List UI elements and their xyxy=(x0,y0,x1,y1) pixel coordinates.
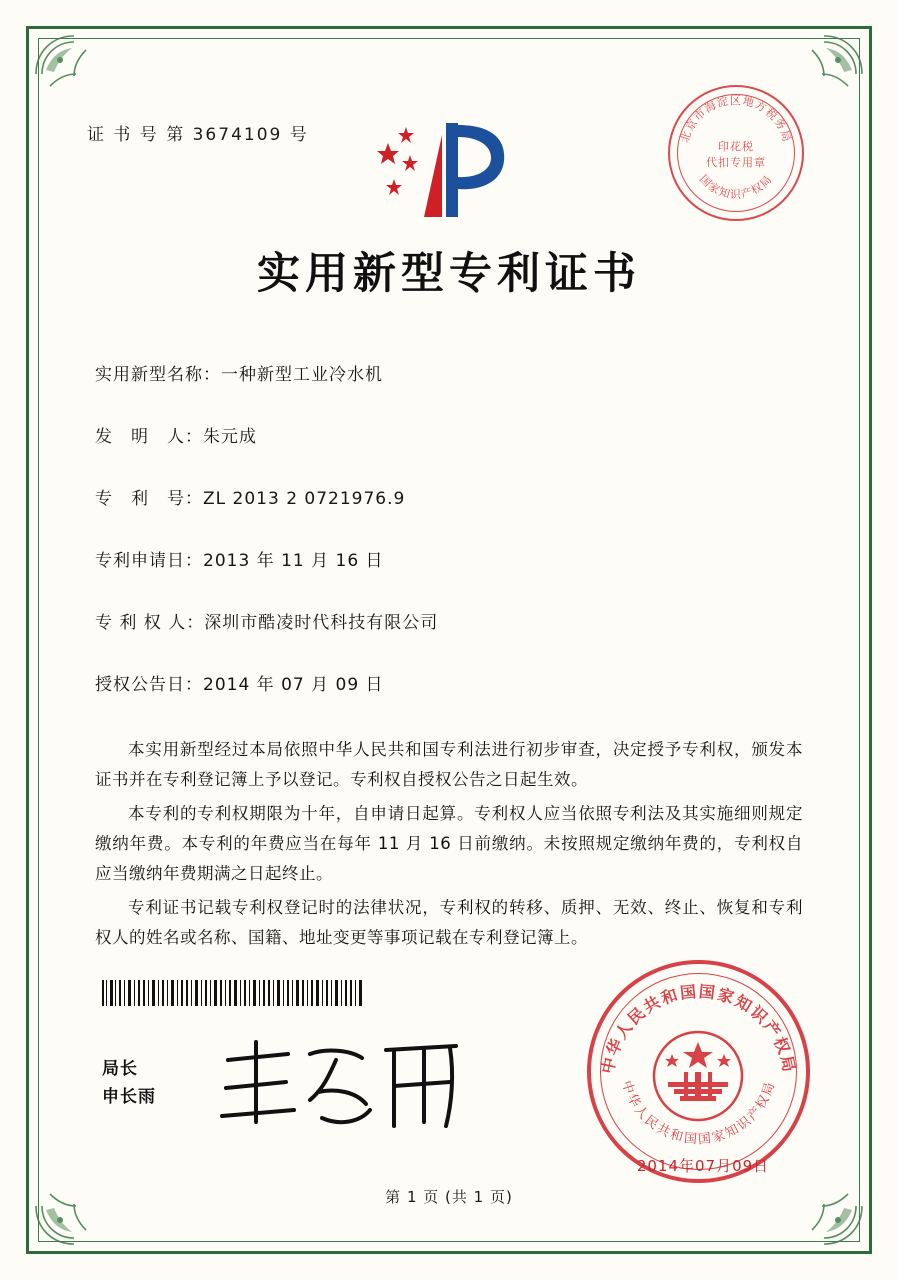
fields-list xyxy=(95,360,803,732)
field-label: 授权公告日： xyxy=(95,675,203,695)
tax-stamp-line1: 印花税 xyxy=(718,140,754,153)
field-value: ZL 2013 2 0721976.9 xyxy=(203,489,406,509)
svg-text:中华人民共和国国家知识产权局: 中华人民共和国国家知识产权局 xyxy=(597,981,800,1076)
tax-stamp-line2: 代扣专用章 xyxy=(706,156,766,169)
certificate-content xyxy=(60,55,838,1225)
tax-stamp-center xyxy=(670,139,802,171)
official-seal xyxy=(587,960,810,1183)
field-value: 2014 年 07 月 09 日 xyxy=(203,675,384,695)
paragraph: 本专利的专利权期限为十年，自申请日起算。专利权人应当依照专利法及其实施细则规定缴纳年费。本专利的年费应当在每年 11 月 16 日前缴纳。未按照规定缴纳年费的，专利权自应当缴纳年费期满之日起终止。 xyxy=(95,804,803,883)
cnipa-logo-icon xyxy=(354,105,544,225)
page-title: 实用新型专利证书 xyxy=(257,249,641,299)
signature-block xyxy=(102,1055,156,1111)
field-label: 专利申请日： xyxy=(95,551,203,571)
field-value: 2013 年 11 月 16 日 xyxy=(203,551,384,571)
paragraph: 专利证书记载专利权登记时的法律状况，专利权的转移、质押、无效、终止、恢复和专利权人的姓名或名称、国籍、地址变更等事项记载在专利登记簿上。 xyxy=(95,898,803,947)
field-label: 实用新型名称： xyxy=(95,365,221,385)
field-value: 一种新型工业冷水机 xyxy=(221,365,383,385)
field-value: 深圳市酷凌时代科技有限公司 xyxy=(204,613,439,633)
paragraph: 本实用新型经过本局依照中华人民共和国专利法进行初步审查，决定授予专利权，颁发本证书并在专利登记簿上予以登记。专利权自授权公告之日起生效。 xyxy=(95,740,803,789)
field-row xyxy=(95,608,803,633)
tax-stamp xyxy=(668,85,804,221)
svg-text:中华人民共和国国家知识产权局: 中华人民共和国国家知识产权局 xyxy=(618,1078,779,1148)
body-paragraphs xyxy=(95,735,803,957)
field-row xyxy=(95,422,803,447)
barcode xyxy=(102,980,364,1006)
seal-date: 2014年07月09日 xyxy=(636,1157,770,1175)
field-label: 专 利 权 人： xyxy=(95,613,205,633)
page-footer: 第 1 页 (共 1 页) xyxy=(385,1188,513,1206)
official-seal-graphic xyxy=(591,964,806,1179)
svg-text:北京市海淀区地方税务局: 北京市海淀区地方税务局 xyxy=(678,94,794,145)
field-row xyxy=(95,484,803,509)
signature-role: 局长 xyxy=(102,1059,138,1079)
field-row xyxy=(95,670,803,695)
field-row xyxy=(95,360,803,385)
field-value: 朱元成 xyxy=(203,427,257,447)
field-label: 发 明 人： xyxy=(95,427,203,447)
field-label: 专 利 号： xyxy=(95,489,203,509)
svg-text:国家知识产权局: 国家知识产权局 xyxy=(696,172,776,201)
signature-handwriting xyxy=(210,1030,470,1140)
field-row xyxy=(95,546,803,571)
signature-name: 申长雨 xyxy=(102,1087,156,1107)
certificate-number: 证 书 号 第 3674109 号 xyxy=(87,125,309,145)
